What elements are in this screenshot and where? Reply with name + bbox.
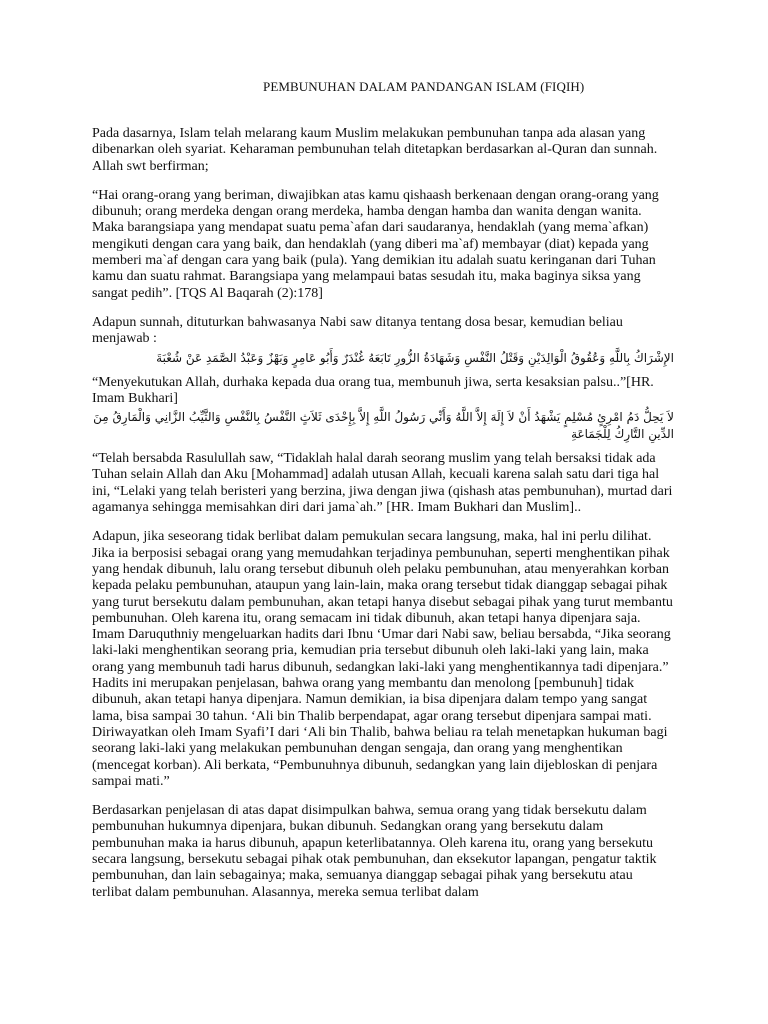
paragraph-hadith-rasulullah: “Telah bersabda Rasulullah saw, “Tidaklah halal darah seorang muslim yang telah bersaksi tidak ada Tuhan selain Allah dan Aku [Mohammad] adalah utusan Allah, kecuali karena salah satu dari tiga hal ini, “Lelaki yang telah beristeri yang berzina, jiwa dengan jiwa (qishash atas pembunuhan), murtad dari agamanya sehingga memisahkan diri dari jama`ah.” [HR. Imam Bukhari dan Muslim].. [92,451,673,516]
paragraph-accomplice: Adapun, jika seseorang tidak berlibat dalam pemukulan secara langsung, maka, hal ini perlu dilihat. Jika ia berposisi sebagai orang yang memudahkan terjadinya pembunuhan, seperti menghentikan pihak yang hendak dibunuh, lalu orang tersebut dibunuh oleh pelaku pembunuhan, atau menyerahkan korban kepada pelaku pembunuhan, ataupun yang lain-lain, maka orang tersebut tidak dianggap sebagai pihak yang turut bersekutu dalam pembunuhan, akan tetapi hanya disebut sebagai pihak yang turut membantu pembunuhan. Oleh karena itu, orang semacam ini tidak dibunuh, akan tetapi hanya dipenjara saja. Imam Daruquthniy mengeluarkan hadits dari Ibnu ‘Umar dari Nabi saw, beliau bersabda, “Jika seorang laki-laki menghentikan seorang pria, kemudian pria tersebut dibunuh oleh laki-laki yang lain, maka orang yang membunuh tadi harus dibunuh, sedangkan laki-laki yang menghentikannya tadi dipenjara.” Hadits ini merupakan penjelasan, bahwa orang yang membantu dan menolong [pembunuh] tidak dibunuh, akan tetapi hanya dipenjara. Namun demikian, ia bisa dipenjara dalam tempo yang sangat lama, bisa sampai 30 tahun. ‘Ali bin Thalib berpendapat, agar orang tersebut dipenjara sampai mati. Diriwayatkan oleh Imam Syafi’I dari ‘Ali bin Thalib, bahwa beliau ra telah menetapkan hukuman bagi seorang laki-laki yang melakukan pembunuhan dengan sengaja, dan orang yang menghentikan (mencegat korban). Ali berkata, “Pembunuhnya dibunuh, sedangkan yang lain dijebloskan di penjara sampai mati.” [92,529,673,789]
paragraph-intro: Pada dasarnya, Islam telah melarang kaum Muslim melakukan pembunuhan tanpa ada alasan yang dibenarkan oleh syariat. Keharaman pembunuhan telah ditetapkan berdasarkan al-Quran dan sunnah. Allah swt berfirman; [92,126,658,174]
paragraph-hadith-translation: “Menyekutukan Allah, durhaka kepada dua orang tua, membunuh jiwa, serta kesaksian palsu..”[HR. Imam Bukhari] [92,374,654,406]
document-title: PEMBUNUHAN DALAM PANDANGAN ISLAM (FIQIH) [263,79,585,94]
document-body [92,126,674,914]
arabic-hadith-muslim: لاَ يَحِلُّ دَمُ امْرِئٍ مُسْلِمٍ يَشْهَدُ أَنْ لاَ إِلَهَ إِلاَّ اللَّهُ وَأَنِّي رَسُولُ اللَّهِ إِلاَّ بِإِحْدَى ثَلاَثٍ النَّفْسُ بِالنَّفْسِ وَالثَّيِّبُ الزَّانِي وَالْمَارِقُ مِنَ الدِّينِ التَّارِكُ لِلْجَمَاعَةِ [93,410,674,442]
paragraph-sunnah-intro: Adapun sunnah, dituturkan bahwasanya Nabi saw ditanya tentang dosa besar, kemudian beliau menjawab : [92,314,623,347]
arabic-hadith-bukhari: الإِشْرَاكُ بِاللَّهِ وَعُقُوقُ الْوَالِدَيْنِ وَقَتْلُ النَّفْسِ وَشَهَادَةُ الزُّورِ تَابَعَهُ غُنْدَرٌ وَأَبُو عَامِرٍ وَبَهْزٌ وَعَبْدُ الصَّمَدِ عَنْ شُعْبَةَ [156,350,674,365]
paragraph-conclusion: Berdasarkan penjelasan di atas dapat disimpulkan bahwa, semua orang yang tidak bersekutu dalam pembunuhan hukumnya dipenjara, bukan dibunuh. Sedangkan orang yang bersekutu dalam pembunuhan maka ia harus dibunuh, apapun keterlibatannya. Oleh karena itu, orang yang bersekutu secara langsung, bersekutu sebagai pihak otak pembunuhan, dan eksekutor lapangan, pengatur taktik pembunuhan, dan lain sebagainya; maka, semuanya dianggap sebagai pihak yang bersekutu atau terlibat dalam pembunuhan. Alasannya, mereka semua terlibat dalam [92,803,657,900]
paragraph-quran-quote: “Hai orang-orang yang beriman, diwajibkan atas kamu qishaash berkenaan dengan orang-orang yang dibunuh; orang merdeka dengan orang merdeka, hamba dengan hamba dan wanita dengan wanita. Maka barangsiapa yang mendapat suatu pema`afan dari saudaranya, hendaklah (yang mema`afkan) mengikuti dengan cara yang baik, dan hendaklah (yang diberi ma`af) membayar (diat) kepada yang memberi ma`af dengan cara yang baik (pula). Yang demikian itu adalah suatu keringanan dari Tuhan kamu dan suatu rahmat. Barangsiapa yang melampaui batas sesudah itu, maka baginya siksa yang sangat pedih”. [TQS Al Baqarah (2):178] [92,187,659,301]
